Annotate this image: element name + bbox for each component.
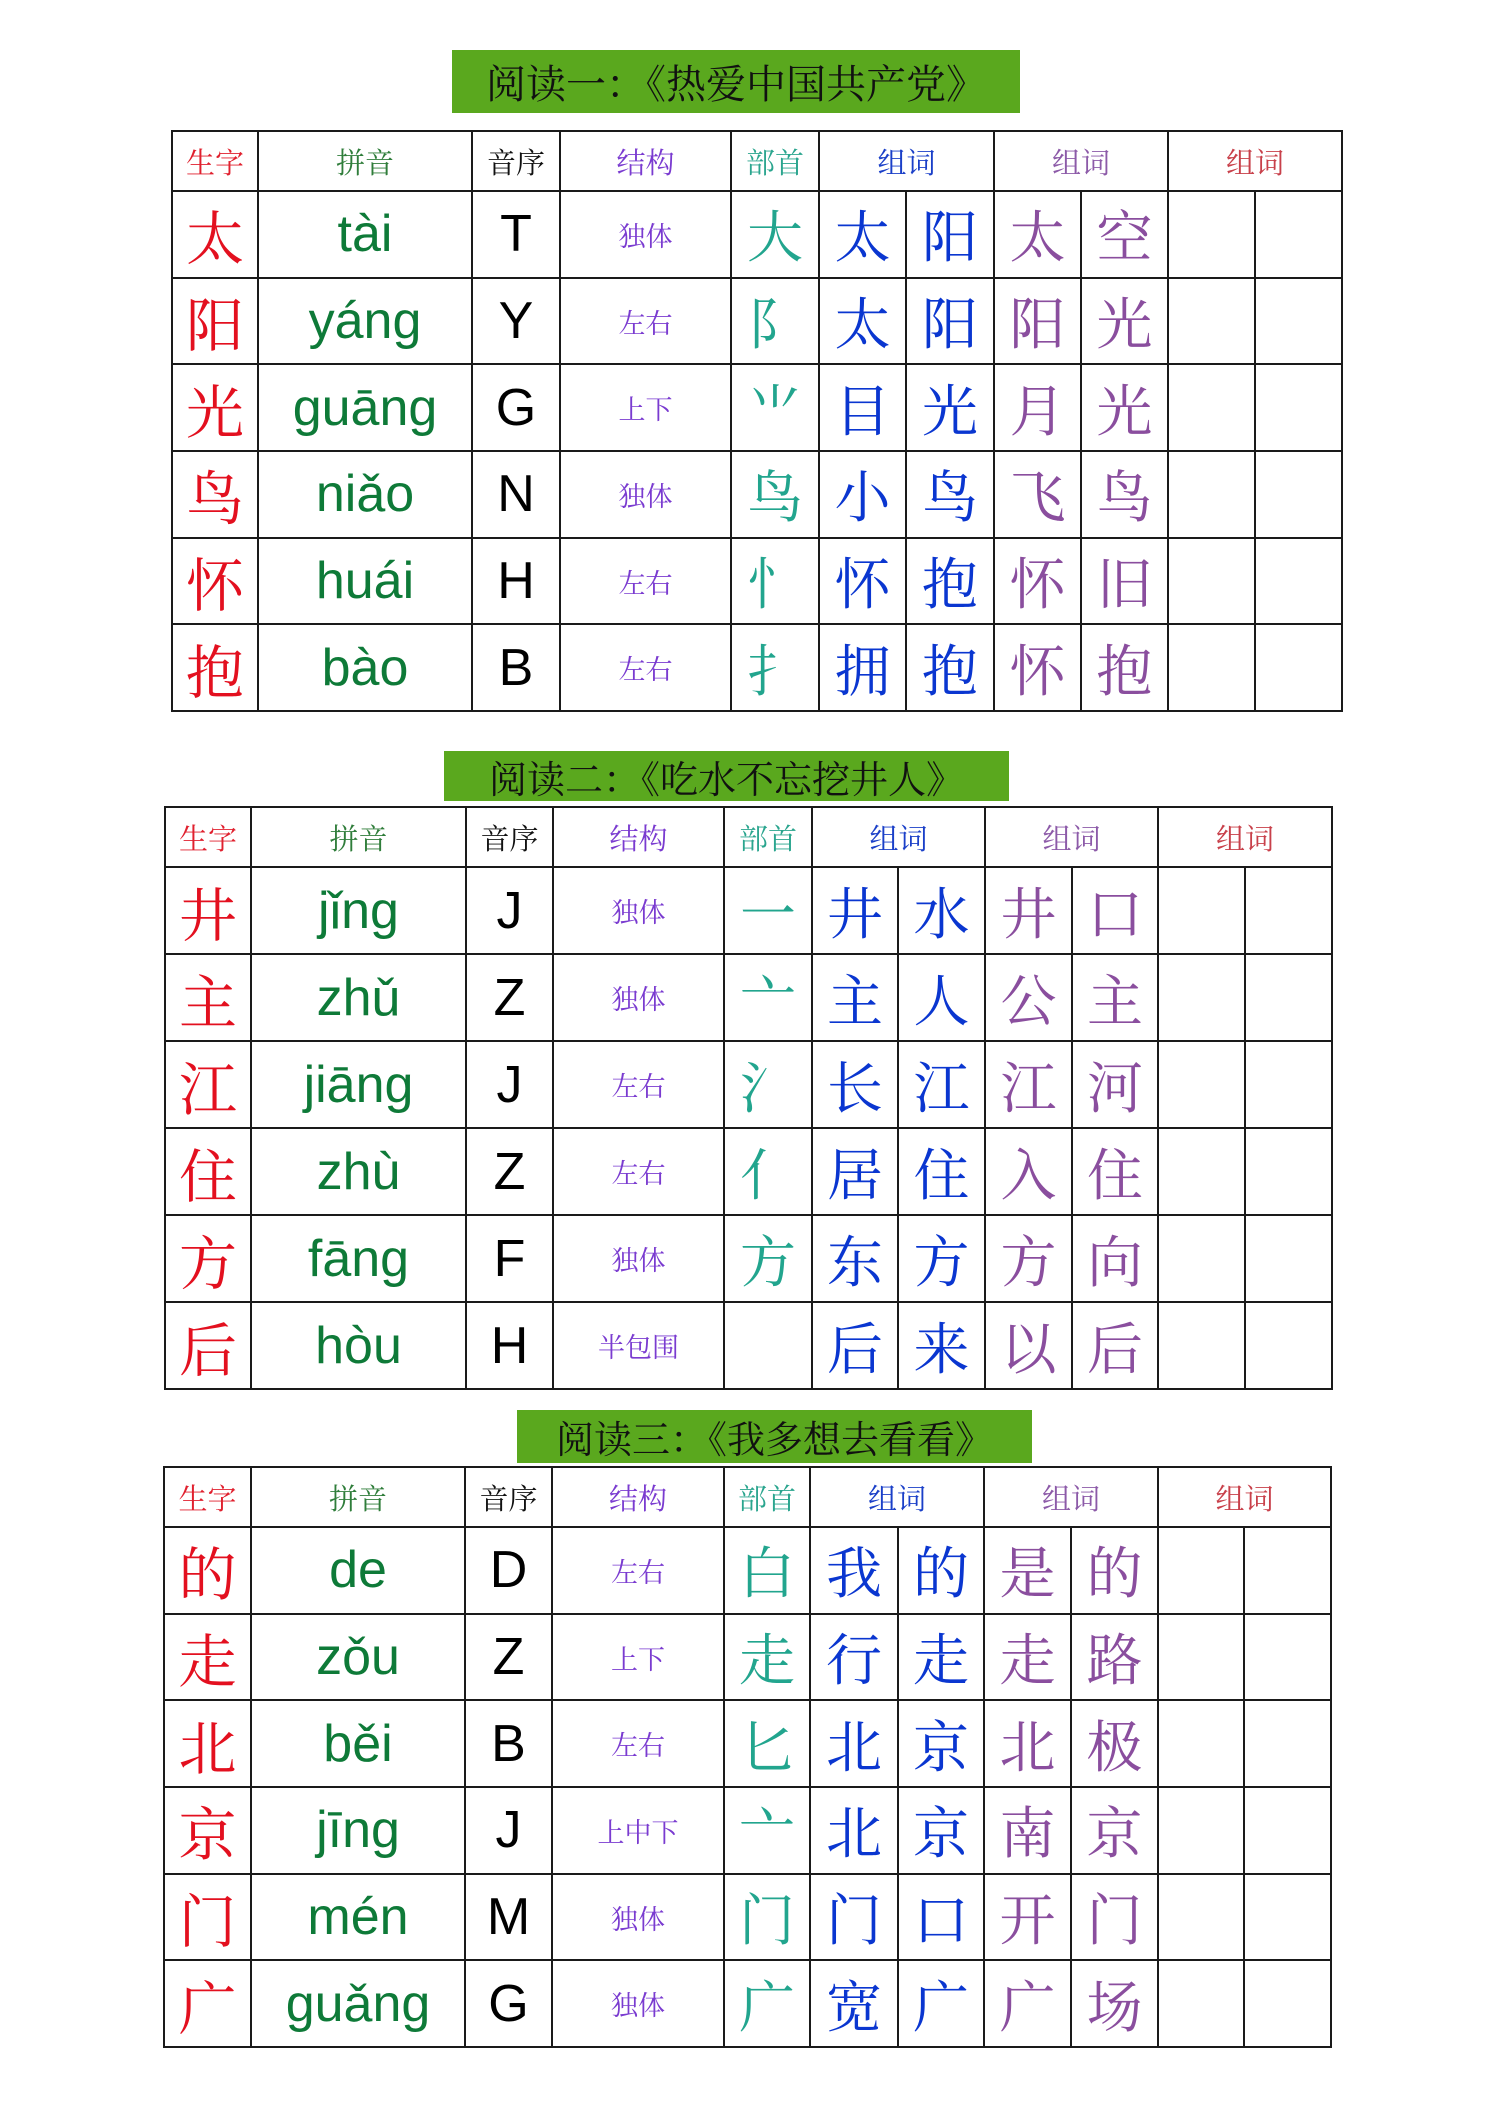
word3-second-cell[interactable]	[1244, 1787, 1331, 1874]
word1-second-cell: 阳	[906, 278, 994, 365]
word1-second-cell: 抱	[906, 538, 994, 625]
word3-first-cell[interactable]	[1168, 451, 1255, 538]
initial-cell: N	[472, 451, 560, 538]
section-title-1: 阅读一：《热爱中国共产党》	[452, 50, 1020, 113]
char-cell: 太	[172, 191, 258, 278]
word2-second-cell: 向	[1072, 1215, 1158, 1302]
pinyin-cell: guāng	[258, 364, 472, 451]
word2-second-cell: 抱	[1081, 624, 1168, 711]
char-cell: 后	[165, 1302, 251, 1389]
word3-first-cell[interactable]	[1158, 1215, 1245, 1302]
radical-cell: 扌	[731, 624, 819, 711]
word2-first-cell: 公	[985, 954, 1072, 1041]
header-row	[165, 807, 1332, 867]
word1-second-cell: 广	[898, 1960, 984, 2047]
word2-second-cell: 极	[1071, 1700, 1158, 1787]
word2-first-cell: 怀	[994, 538, 1081, 625]
word2-first-cell: 月	[994, 364, 1081, 451]
word2-first-cell: 方	[985, 1215, 1072, 1302]
word2-first-cell: 飞	[994, 451, 1081, 538]
word1-second-cell: 来	[898, 1302, 985, 1389]
table-row	[165, 1302, 1332, 1389]
word2-first-cell: 入	[985, 1128, 1072, 1215]
table-row	[164, 1700, 1331, 1787]
char-cell: 京	[164, 1787, 251, 1874]
word3-first-cell[interactable]	[1158, 1787, 1244, 1874]
table-row	[172, 624, 1342, 711]
word1-first-cell: 怀	[819, 538, 906, 625]
word1-second-cell: 鸟	[906, 451, 994, 538]
header-char: 生字	[164, 1467, 251, 1527]
pinyin-cell: fāng	[251, 1215, 466, 1302]
header-initial: 音序	[472, 131, 560, 191]
pinyin-cell: běi	[251, 1700, 465, 1787]
table-row	[165, 867, 1332, 954]
radical-cell: 忄	[731, 538, 819, 625]
table-row	[172, 451, 1342, 538]
table-row	[172, 538, 1342, 625]
word1-second-cell: 口	[898, 1874, 984, 1961]
table-row	[172, 278, 1342, 365]
character-table-2	[164, 806, 1333, 1390]
initial-cell: T	[472, 191, 560, 278]
word2-first-cell: 阳	[994, 278, 1081, 365]
radical-cell: 广	[724, 1960, 810, 2047]
word1-second-cell: 光	[906, 364, 994, 451]
word1-first-cell: 行	[810, 1614, 898, 1701]
header-pinyin: 拼音	[251, 1467, 465, 1527]
pinyin-cell: tài	[258, 191, 472, 278]
table-row	[164, 1787, 1331, 1874]
table-row	[164, 1874, 1331, 1961]
pinyin-cell: de	[251, 1527, 465, 1614]
structure-cell: 左右	[560, 278, 731, 365]
radical-cell	[724, 1302, 812, 1389]
char-cell: 光	[172, 364, 258, 451]
initial-cell: Y	[472, 278, 560, 365]
pinyin-cell: guǎng	[251, 1960, 465, 2047]
word3-second-cell[interactable]	[1255, 278, 1342, 365]
word3-second-cell[interactable]	[1244, 1614, 1331, 1701]
structure-cell: 上下	[560, 364, 731, 451]
word3-first-cell[interactable]	[1158, 1302, 1245, 1389]
structure-cell: 半包围	[553, 1302, 724, 1389]
word3-first-cell[interactable]	[1158, 1128, 1245, 1215]
header-pinyin: 拼音	[251, 807, 466, 867]
word1-first-cell: 拥	[819, 624, 906, 711]
word3-first-cell[interactable]	[1168, 538, 1255, 625]
header-radical: 部首	[724, 1467, 810, 1527]
word3-second-cell[interactable]	[1255, 538, 1342, 625]
char-cell: 江	[165, 1041, 251, 1128]
char-cell: 鸟	[172, 451, 258, 538]
structure-cell: 左右	[552, 1527, 724, 1614]
word1-first-cell: 北	[810, 1787, 898, 1874]
header-words-2: 组词	[985, 807, 1158, 867]
header-radical: 部首	[731, 131, 819, 191]
char-cell: 走	[164, 1614, 251, 1701]
word2-second-cell: 口	[1072, 867, 1158, 954]
word3-second-cell[interactable]	[1255, 624, 1342, 711]
structure-cell: 左右	[560, 538, 731, 625]
radical-cell: 亠	[724, 1787, 810, 1874]
word1-first-cell: 长	[812, 1041, 898, 1128]
structure-cell: 左右	[552, 1700, 724, 1787]
word3-first-cell[interactable]	[1158, 1700, 1244, 1787]
radical-cell: 亠	[724, 954, 812, 1041]
word3-first-cell[interactable]	[1158, 954, 1245, 1041]
char-cell: 方	[165, 1215, 251, 1302]
pinyin-cell: huái	[258, 538, 472, 625]
char-cell: 住	[165, 1128, 251, 1215]
word2-second-cell: 住	[1072, 1128, 1158, 1215]
radical-cell: 走	[724, 1614, 810, 1701]
table-row	[172, 191, 1342, 278]
word3-first-cell[interactable]	[1158, 1614, 1244, 1701]
table-row	[164, 1527, 1331, 1614]
table-row	[164, 1614, 1331, 1701]
word2-first-cell: 是	[984, 1527, 1071, 1614]
word1-first-cell: 宽	[810, 1960, 898, 2047]
char-cell: 井	[165, 867, 251, 954]
word3-second-cell[interactable]	[1255, 191, 1342, 278]
word2-first-cell: 北	[984, 1700, 1071, 1787]
word3-first-cell[interactable]	[1158, 1960, 1244, 2047]
word1-first-cell: 东	[812, 1215, 898, 1302]
word3-second-cell[interactable]	[1244, 1874, 1331, 1961]
section-title-2: 阅读二：《吃水不忘挖井人》	[444, 751, 1009, 801]
word2-second-cell: 后	[1072, 1302, 1158, 1389]
word3-second-cell[interactable]	[1245, 1302, 1332, 1389]
word3-second-cell[interactable]	[1245, 1215, 1332, 1302]
word3-second-cell[interactable]	[1244, 1527, 1331, 1614]
word1-first-cell: 后	[812, 1302, 898, 1389]
word2-first-cell: 江	[985, 1041, 1072, 1128]
initial-cell: Z	[465, 1614, 552, 1701]
word2-second-cell: 场	[1071, 1960, 1158, 2047]
word1-first-cell: 门	[810, 1874, 898, 1961]
char-cell: 阳	[172, 278, 258, 365]
word2-first-cell: 太	[994, 191, 1081, 278]
radical-cell: 门	[724, 1874, 810, 1961]
pinyin-cell: zǒu	[251, 1614, 465, 1701]
header-row	[164, 1467, 1331, 1527]
initial-cell: G	[472, 364, 560, 451]
word1-second-cell: 方	[898, 1215, 985, 1302]
word3-second-cell[interactable]	[1245, 1041, 1332, 1128]
pinyin-cell: yáng	[258, 278, 472, 365]
word2-second-cell: 旧	[1081, 538, 1168, 625]
initial-cell: D	[465, 1527, 552, 1614]
word1-first-cell: 小	[819, 451, 906, 538]
initial-cell: Z	[466, 1128, 553, 1215]
word1-second-cell: 阳	[906, 191, 994, 278]
word2-first-cell: 走	[984, 1614, 1071, 1701]
pinyin-cell: zhǔ	[251, 954, 466, 1041]
word2-first-cell: 广	[984, 1960, 1071, 2047]
structure-cell: 独体	[553, 954, 724, 1041]
section-title-3: 阅读三：《我多想去看看》	[517, 1410, 1032, 1463]
pinyin-cell: jiāng	[251, 1041, 466, 1128]
header-pinyin: 拼音	[258, 131, 472, 191]
word1-first-cell: 我	[810, 1527, 898, 1614]
pinyin-cell: niǎo	[258, 451, 472, 538]
word1-first-cell: 主	[812, 954, 898, 1041]
header-words-3: 组词	[1158, 1467, 1331, 1527]
word2-second-cell: 光	[1081, 278, 1168, 365]
word1-second-cell: 走	[898, 1614, 984, 1701]
pinyin-cell: zhù	[251, 1128, 466, 1215]
initial-cell: H	[472, 538, 560, 625]
initial-cell: M	[465, 1874, 552, 1961]
radical-cell: 鸟	[731, 451, 819, 538]
table-row	[165, 1041, 1332, 1128]
initial-cell: Z	[466, 954, 553, 1041]
character-table-3	[163, 1466, 1332, 2048]
word3-first-cell[interactable]	[1168, 191, 1255, 278]
word3-first-cell[interactable]	[1158, 1041, 1245, 1128]
table-row	[164, 1960, 1331, 2047]
structure-cell: 左右	[553, 1128, 724, 1215]
radical-cell: 方	[724, 1215, 812, 1302]
word1-first-cell: 太	[819, 278, 906, 365]
header-initial: 音序	[465, 1467, 552, 1527]
header-char: 生字	[172, 131, 258, 191]
char-cell: 广	[164, 1960, 251, 2047]
word3-second-cell[interactable]	[1255, 364, 1342, 451]
header-structure: 结构	[553, 807, 724, 867]
pinyin-cell: jǐng	[251, 867, 466, 954]
word1-first-cell: 居	[812, 1128, 898, 1215]
initial-cell: B	[472, 624, 560, 711]
word3-second-cell[interactable]	[1245, 954, 1332, 1041]
initial-cell: J	[465, 1787, 552, 1874]
word2-second-cell: 门	[1071, 1874, 1158, 1961]
word1-second-cell: 京	[898, 1787, 984, 1874]
word2-first-cell: 开	[984, 1874, 1071, 1961]
structure-cell: 独体	[560, 451, 731, 538]
header-words-1: 组词	[812, 807, 985, 867]
word3-first-cell[interactable]	[1158, 867, 1245, 954]
table-row	[165, 1215, 1332, 1302]
word1-second-cell: 水	[898, 867, 985, 954]
structure-cell: 上下	[552, 1614, 724, 1701]
header-words-3: 组词	[1158, 807, 1332, 867]
radical-cell: 一	[724, 867, 812, 954]
word1-first-cell: 井	[812, 867, 898, 954]
pinyin-cell: bào	[258, 624, 472, 711]
header-words-2: 组词	[994, 131, 1168, 191]
structure-cell: 左右	[560, 624, 731, 711]
structure-cell: 独体	[553, 867, 724, 954]
structure-cell: 独体	[553, 1215, 724, 1302]
character-table-1	[171, 130, 1343, 712]
radical-cell: 大	[731, 191, 819, 278]
word2-second-cell: 鸟	[1081, 451, 1168, 538]
word1-first-cell: 北	[810, 1700, 898, 1787]
header-words-1: 组词	[810, 1467, 984, 1527]
word2-second-cell: 主	[1072, 954, 1158, 1041]
header-words-3: 组词	[1168, 131, 1342, 191]
header-initial: 音序	[466, 807, 553, 867]
radical-cell: 阝	[731, 278, 819, 365]
radical-cell: 白	[724, 1527, 810, 1614]
word1-first-cell: 目	[819, 364, 906, 451]
word1-second-cell: 抱	[906, 624, 994, 711]
word1-first-cell: 太	[819, 191, 906, 278]
word3-second-cell[interactable]	[1245, 867, 1332, 954]
word2-first-cell: 井	[985, 867, 1072, 954]
initial-cell: H	[466, 1302, 553, 1389]
char-cell: 抱	[172, 624, 258, 711]
char-cell: 门	[164, 1874, 251, 1961]
table-row	[172, 364, 1342, 451]
char-cell: 的	[164, 1527, 251, 1614]
structure-cell: 左右	[553, 1041, 724, 1128]
word2-first-cell: 怀	[994, 624, 1081, 711]
pinyin-cell: mén	[251, 1874, 465, 1961]
char-cell: 主	[165, 954, 251, 1041]
word1-second-cell: 京	[898, 1700, 984, 1787]
word3-second-cell[interactable]	[1244, 1700, 1331, 1787]
structure-cell: 上中下	[552, 1787, 724, 1874]
word1-second-cell: 住	[898, 1128, 985, 1215]
header-structure: 结构	[560, 131, 731, 191]
initial-cell: B	[465, 1700, 552, 1787]
word3-first-cell[interactable]	[1168, 624, 1255, 711]
word2-second-cell: 的	[1071, 1527, 1158, 1614]
table-row	[165, 954, 1332, 1041]
word3-first-cell[interactable]	[1168, 278, 1255, 365]
table-row	[165, 1128, 1332, 1215]
structure-cell: 独体	[552, 1960, 724, 2047]
header-structure: 结构	[552, 1467, 724, 1527]
word3-first-cell[interactable]	[1158, 1874, 1244, 1961]
radical-cell: ⺌	[731, 364, 819, 451]
header-words-2: 组词	[984, 1467, 1158, 1527]
word2-second-cell: 河	[1072, 1041, 1158, 1128]
radical-cell: 亻	[724, 1128, 812, 1215]
header-row	[172, 131, 1342, 191]
char-cell: 怀	[172, 538, 258, 625]
word3-second-cell[interactable]	[1245, 1128, 1332, 1215]
word2-first-cell: 南	[984, 1787, 1071, 1874]
header-radical: 部首	[724, 807, 812, 867]
pinyin-cell: jīng	[251, 1787, 465, 1874]
radical-cell: 氵	[724, 1041, 812, 1128]
word2-second-cell: 路	[1071, 1614, 1158, 1701]
word1-second-cell: 人	[898, 954, 985, 1041]
pinyin-cell: hòu	[251, 1302, 466, 1389]
char-cell: 北	[164, 1700, 251, 1787]
word2-second-cell: 京	[1071, 1787, 1158, 1874]
initial-cell: F	[466, 1215, 553, 1302]
initial-cell: J	[466, 1041, 553, 1128]
structure-cell: 独体	[560, 191, 731, 278]
radical-cell: 匕	[724, 1700, 810, 1787]
header-words-1: 组词	[819, 131, 994, 191]
initial-cell: J	[466, 867, 553, 954]
word3-second-cell[interactable]	[1255, 451, 1342, 538]
word3-second-cell[interactable]	[1244, 1960, 1331, 2047]
word2-second-cell: 光	[1081, 364, 1168, 451]
word3-first-cell[interactable]	[1158, 1527, 1244, 1614]
word1-second-cell: 江	[898, 1041, 985, 1128]
structure-cell: 独体	[552, 1874, 724, 1961]
word2-second-cell: 空	[1081, 191, 1168, 278]
header-char: 生字	[165, 807, 251, 867]
word3-first-cell[interactable]	[1168, 364, 1255, 451]
initial-cell: G	[465, 1960, 552, 2047]
word1-second-cell: 的	[898, 1527, 984, 1614]
word2-first-cell: 以	[985, 1302, 1072, 1389]
